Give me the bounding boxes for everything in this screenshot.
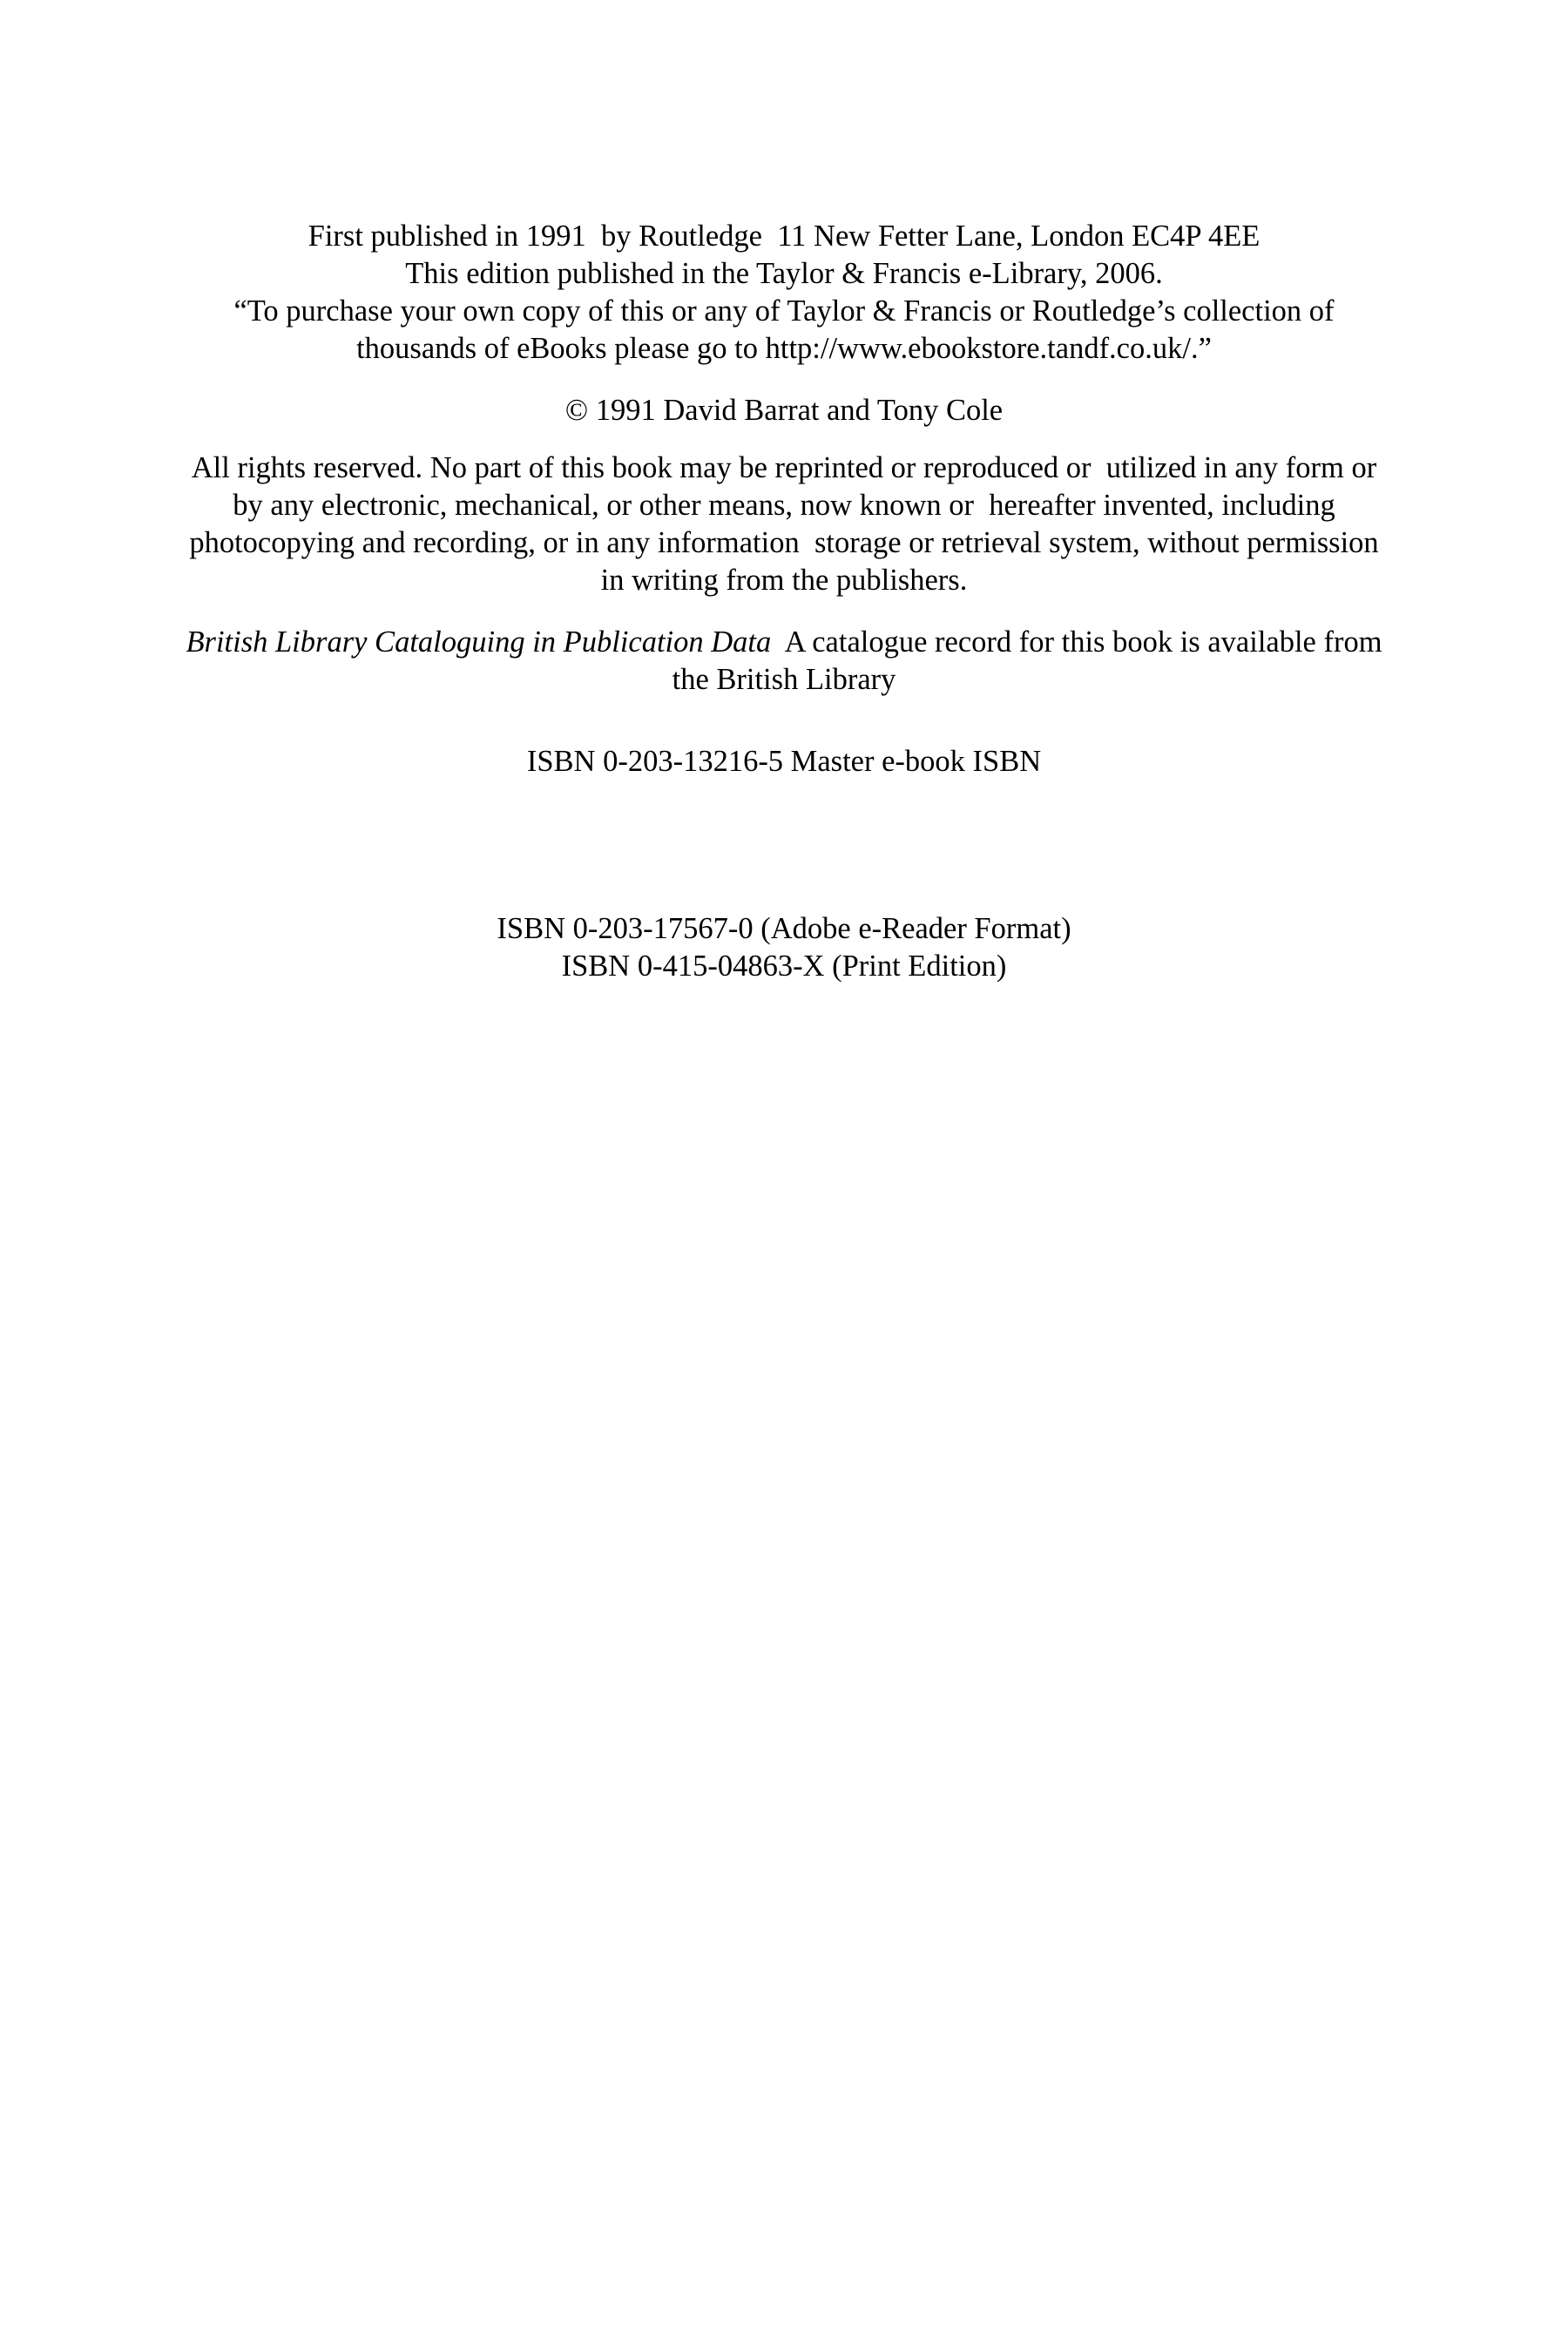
isbn-list (122, 910, 1446, 985)
isbn-line: ISBN 0-203-17567-0 (Adobe e-Reader Format) (497, 912, 1071, 945)
cip-line (122, 624, 1446, 661)
rights-statement (122, 449, 1446, 599)
isbn-line: ISBN 0-415-04863-X (Print Edition) (561, 950, 1007, 983)
cip-statement (122, 624, 1446, 699)
rights-line: All rights reserved. No part of this book may be reprinted or reproduced or utilized in any form or (191, 451, 1377, 484)
publication-line: “To purchase your own copy of this or any of Taylor & Francis or Routledge’s collection of (233, 294, 1335, 328)
cip-heading: British Library Cataloguing in Publication Data (186, 625, 772, 659)
isbn-master (122, 743, 1446, 781)
publication-line: thousands of eBooks please go to http://www.ebookstore.tandf.co.uk/.” (356, 332, 1212, 365)
publication-info (122, 218, 1446, 368)
publication-line: This edition published in the Taylor & Francis e-Library, 2006. (405, 257, 1163, 290)
publication-line: First published in 1991 by Routledge 11 New Fetter Lane, London EC4P 4EE (308, 220, 1260, 253)
rights-line: in writing from the publishers. (600, 564, 968, 597)
copyright-notice (122, 392, 1446, 429)
rights-line: photocopying and recording, or in any information storage or retrieval system, without permission (189, 526, 1379, 559)
cip-text: A catalogue record for this book is available from (771, 625, 1382, 659)
cip-text-continued: the British Library (672, 663, 896, 696)
copyright-line: © 1991 David Barrat and Tony Cole (564, 394, 1004, 427)
rights-line: by any electronic, mechanical, or other means, now known or hereafter invented, including (233, 489, 1335, 522)
isbn-master-line: ISBN 0-203-13216-5 Master e-book ISBN (526, 745, 1042, 778)
